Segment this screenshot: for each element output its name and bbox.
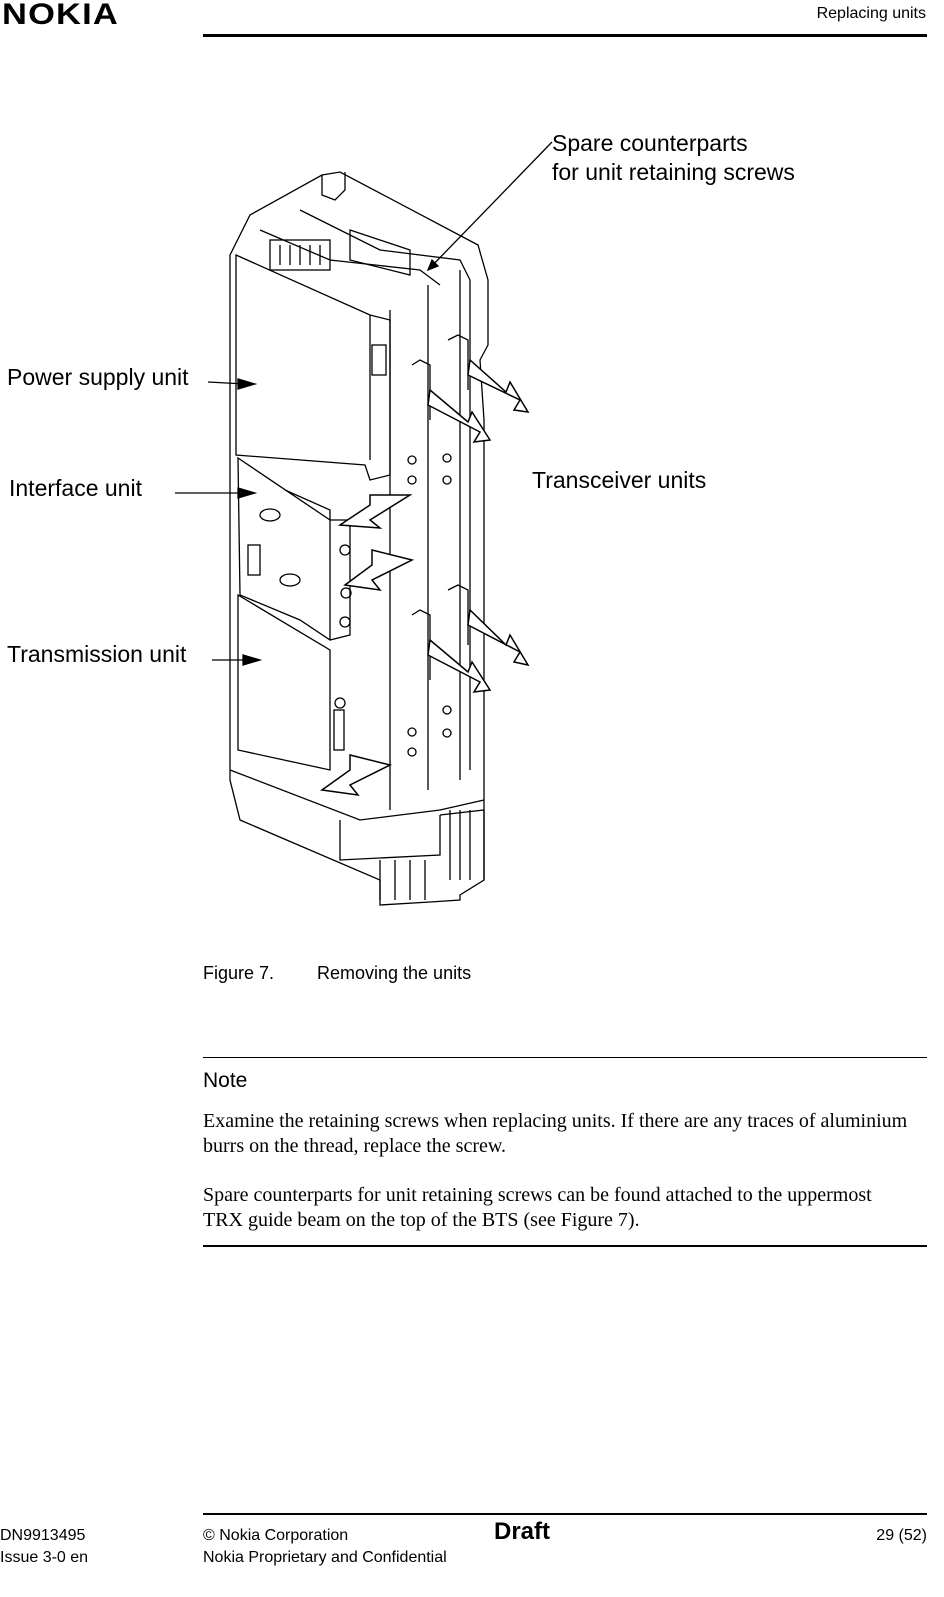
page-number: 29 (52) bbox=[876, 1527, 927, 1544]
arrow-psu bbox=[340, 495, 410, 528]
doc-number: DN9913495 bbox=[0, 1527, 86, 1544]
caption-text: Removing the units bbox=[317, 963, 472, 983]
header-rule bbox=[203, 34, 927, 37]
figure-caption bbox=[203, 963, 471, 984]
issue: Issue 3-0 en bbox=[0, 1549, 89, 1566]
note-title: Note bbox=[203, 1069, 248, 1092]
label-transmission-unit: Transmission unit bbox=[7, 641, 187, 667]
arrow-if bbox=[345, 550, 412, 590]
nokia-logo: NOKIA bbox=[2, 0, 119, 31]
arrow-tu bbox=[322, 755, 390, 795]
label-transceiver-units: Transceiver units bbox=[532, 467, 707, 493]
label-spare-counterparts: Spare counterparts bbox=[552, 130, 748, 156]
copyright: © Nokia Corporation bbox=[203, 1527, 349, 1544]
arrow-trx-2 bbox=[428, 390, 490, 442]
arrow-trx-1 bbox=[468, 360, 528, 412]
arrow-trx-4 bbox=[428, 640, 490, 692]
note-rule-top bbox=[203, 1057, 927, 1058]
note-paragraph-1: Examine the retaining screws when replacing units. If there are any traces of aluminium burrs on the thread, replace the screw. bbox=[203, 1110, 908, 1157]
figure-removing-units bbox=[0, 120, 944, 920]
note-paragraph-2: Spare counterparts for unit retaining screws can be found attached to the uppermost TRX guide beam on the top of the BTS (see Figure 7). bbox=[203, 1184, 872, 1231]
section-title: Replacing units bbox=[816, 5, 926, 22]
arrow-trx-3 bbox=[468, 610, 528, 665]
confidentiality: Nokia Proprietary and Confidential bbox=[203, 1549, 447, 1566]
footer-rule bbox=[203, 1513, 927, 1515]
label-spare-counterparts-line2: for unit retaining screws bbox=[552, 159, 795, 185]
draft-stamp: Draft bbox=[494, 1518, 551, 1545]
bts-cabinet-illustration bbox=[0, 120, 944, 920]
label-interface-unit: Interface unit bbox=[9, 475, 142, 501]
label-power-supply-unit: Power supply unit bbox=[7, 364, 189, 390]
note-rule-bottom bbox=[203, 1245, 927, 1247]
caption-number: Figure 7. bbox=[203, 963, 275, 983]
